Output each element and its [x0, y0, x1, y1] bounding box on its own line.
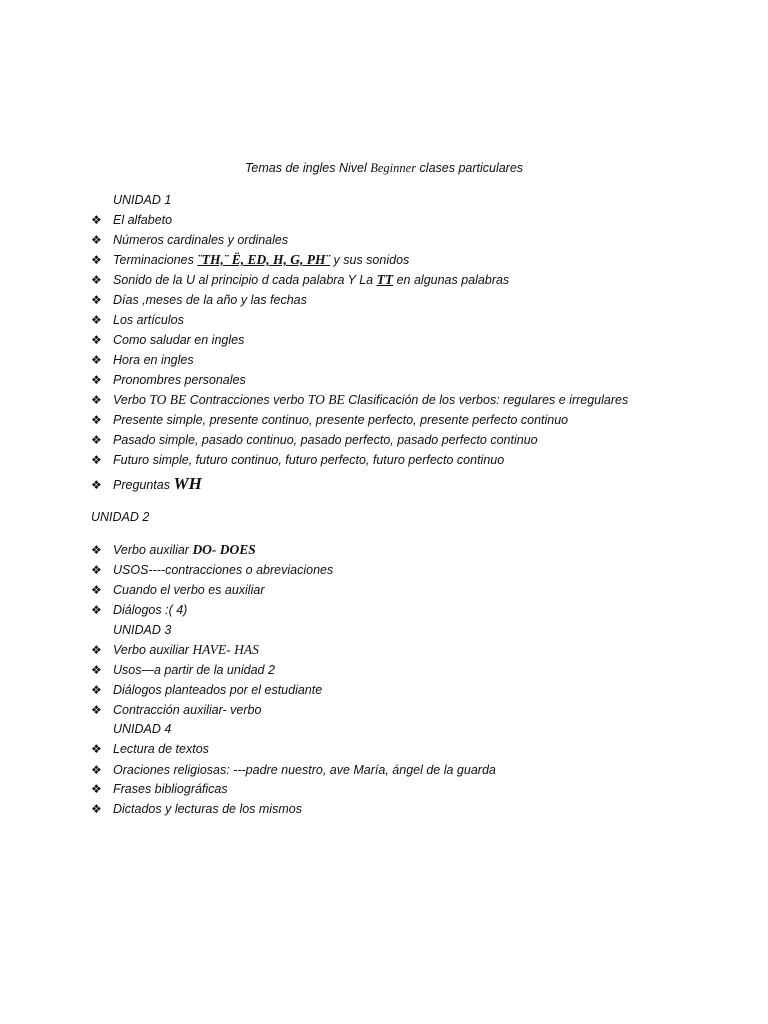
unit2-heading: UNIDAD 2 [91, 510, 150, 524]
diamond-bullet-icon: ❖ [91, 433, 102, 447]
diamond-bullet-icon: ❖ [91, 333, 102, 347]
diamond-bullet-icon: ❖ [91, 703, 102, 717]
list-item: ❖ Futuro simple, futuro continuo, futuro perfecto, futuro perfecto continuo [91, 450, 504, 470]
diamond-bullet-icon: ❖ [91, 353, 102, 367]
list-item: ❖ Oraciones religiosas: ---padre nuestro, ave María, ángel de la guarda [91, 760, 496, 780]
list-item: ❖ El alfabeto [91, 210, 172, 230]
document-title [0, 159, 768, 177]
do-does-mark: DO- DOES [192, 542, 256, 557]
have-has-mark: HAVE- HAS [192, 642, 259, 657]
list-item: ❖ Frases bibliográficas [91, 779, 228, 799]
list-item: ❖ Lectura de textos [91, 739, 209, 759]
unit4-heading: UNIDAD 4 [113, 722, 172, 736]
list-item: ❖ Pasado simple, pasado continuo, pasado perfecto, pasado perfecto continuo [91, 430, 538, 450]
list-item: ❖ Terminaciones ¨TH,¨ Ë, ED, H, G, PH¨ y sus sonidos [91, 250, 409, 270]
to-be-mark: TO BE [307, 392, 345, 407]
list-item: ❖ Pronombres personales [91, 370, 246, 390]
list-item: ❖ Preguntas WH [91, 473, 202, 495]
diamond-bullet-icon: ❖ [91, 782, 102, 796]
list-item: ❖ USOS----contracciones o abreviaciones [91, 560, 333, 580]
diamond-bullet-icon: ❖ [91, 413, 102, 427]
list-item: ❖ Números cardinales y ordinales [91, 230, 288, 250]
title-highlight: Beginner [370, 161, 417, 175]
list-item: ❖ Dictados y lecturas de los mismos [91, 799, 302, 819]
diamond-bullet-icon: ❖ [91, 453, 102, 467]
list-item: ❖ Hora en ingles [91, 350, 194, 370]
list-item: ❖ Sonido de la U al principio d cada palabra Y La TT en algunas palabras [91, 270, 509, 290]
diamond-bullet-icon: ❖ [91, 742, 102, 756]
list-item: ❖ Presente simple, presente continuo, presente perfecto, presente perfecto continuo [91, 410, 568, 430]
list-item: ❖ Como saludar en ingles [91, 330, 244, 350]
list-item: ❖ Verbo auxiliar HAVE- HAS [91, 640, 259, 660]
list-item: ❖ Usos—a partir de la unidad 2 [91, 660, 275, 680]
unit3-heading: UNIDAD 3 [113, 623, 172, 637]
diamond-bullet-icon: ❖ [91, 233, 102, 247]
diamond-bullet-icon: ❖ [91, 683, 102, 697]
list-item: ❖ Verbo TO BE Contracciones verbo TO BE Clasificación de los verbos: regulares e irregulares [91, 390, 628, 410]
diamond-bullet-icon: ❖ [91, 583, 102, 597]
list-item: ❖ Cuando el verbo es auxiliar [91, 580, 264, 600]
list-item: ❖ Diálogos :( 4) [91, 600, 187, 620]
diamond-bullet-icon: ❖ [91, 603, 102, 617]
diamond-bullet-icon: ❖ [91, 643, 102, 657]
diamond-bullet-icon: ❖ [91, 663, 102, 677]
diamond-bullet-icon: ❖ [91, 563, 102, 577]
list-item: ❖ Días ,meses de la año y las fechas [91, 290, 307, 310]
list-item: ❖ Los artículos [91, 310, 184, 330]
diamond-bullet-icon: ❖ [91, 543, 102, 557]
list-item: ❖ Diálogos planteados por el estudiante [91, 680, 322, 700]
title-part-2: clases particulares [416, 161, 524, 175]
diamond-bullet-icon: ❖ [91, 802, 102, 816]
diamond-bullet-icon: ❖ [91, 293, 102, 307]
list-item: ❖ Verbo auxiliar DO- DOES [91, 540, 256, 560]
wh-mark: WH [173, 474, 202, 493]
diamond-bullet-icon: ❖ [91, 253, 102, 267]
diamond-bullet-icon: ❖ [91, 273, 102, 287]
unit1-heading: UNIDAD 1 [113, 193, 172, 207]
diamond-bullet-icon: ❖ [91, 213, 102, 227]
title-part-1: Temas de ingles Nivel [244, 161, 371, 175]
tt-mark: TT [376, 272, 394, 287]
diamond-bullet-icon: ❖ [91, 373, 102, 387]
list-item: ❖ Contracción auxiliar- verbo [91, 700, 261, 720]
terminaciones-marks: ¨TH,¨ Ë, ED, H, G, PH¨ [197, 252, 331, 267]
to-be-mark: TO BE [149, 392, 187, 407]
diamond-bullet-icon: ❖ [91, 393, 102, 407]
diamond-bullet-icon: ❖ [91, 478, 102, 492]
diamond-bullet-icon: ❖ [91, 313, 102, 327]
diamond-bullet-icon: ❖ [91, 763, 102, 777]
